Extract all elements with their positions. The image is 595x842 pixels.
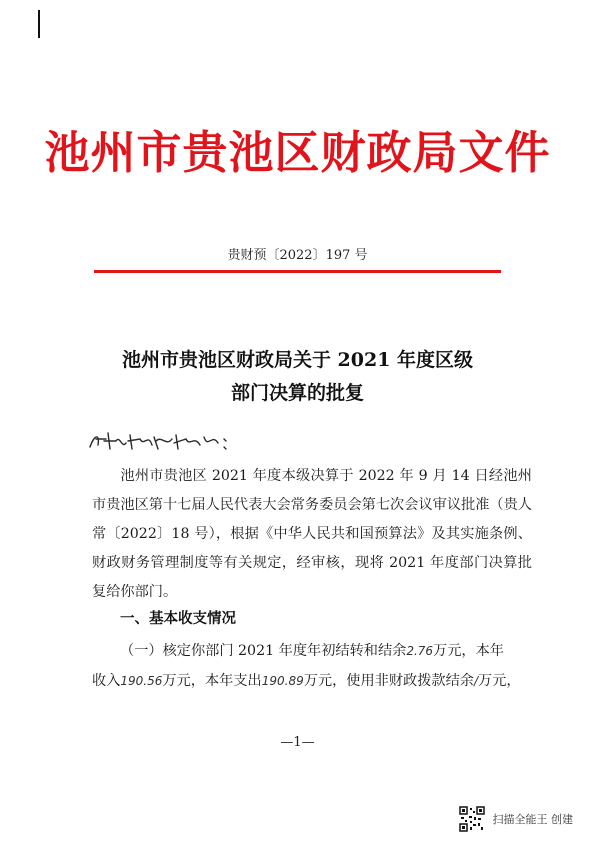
scan-edge-mark: [38, 10, 40, 38]
qr-code-icon: [459, 806, 485, 832]
paragraph-2-part-b: 万元，本年: [433, 643, 504, 659]
paragraph-1-text: 池州市贵池区 2021 年度本级决算于 2022 年 9 月 14 日经池州市贵池区第十七届人民代表大会常务委员会第七次会议审议批准（贵人常〔2022〕18 号），根据《中华人民共和国预算法》及其实施条例、财政财务管理制度等有关规定，经审核，现将 2021 年度部门决算批复给你部门。: [92, 468, 532, 600]
scanner-watermark: [459, 806, 574, 832]
handwritten-amount-income: 190.56: [120, 674, 163, 688]
paragraph-1: [92, 462, 532, 607]
handwritten-amount-expense: 190.89: [261, 674, 304, 688]
paragraph-2-part-f: 万元，: [478, 673, 521, 689]
paragraph-2-part-c: 收入: [92, 673, 121, 689]
section-1-heading: 一、基本收支情况: [120, 610, 236, 627]
document-header-title: 池州市贵池区财政局文件: [44, 126, 551, 179]
handwritten-addressee: [86, 425, 236, 455]
paragraph-2-part-a: （一）核定你部门 2021 年度年初结转和结余: [120, 643, 407, 659]
document-title-line-2: 部门决算的批复: [230, 382, 364, 404]
page-number: —1—: [280, 735, 315, 750]
handwritten-amount-nonfiscal: /: [473, 674, 479, 688]
watermark-text: 扫描全能王 创建: [492, 813, 573, 826]
document-title-line-1: 池州市贵池区财政局关于 2021 年度区级: [121, 349, 474, 371]
paragraph-2-part-d: 万元，本年支出: [162, 673, 262, 689]
red-divider-line: [94, 270, 501, 273]
handwritten-amount-carryover: 2.76: [406, 644, 434, 658]
paragraph-2-part-e: 万元，使用非财政拨款结余: [303, 673, 474, 689]
document-number: 贵财预〔2022〕197 号: [227, 248, 368, 263]
paragraph-2: [92, 636, 532, 696]
